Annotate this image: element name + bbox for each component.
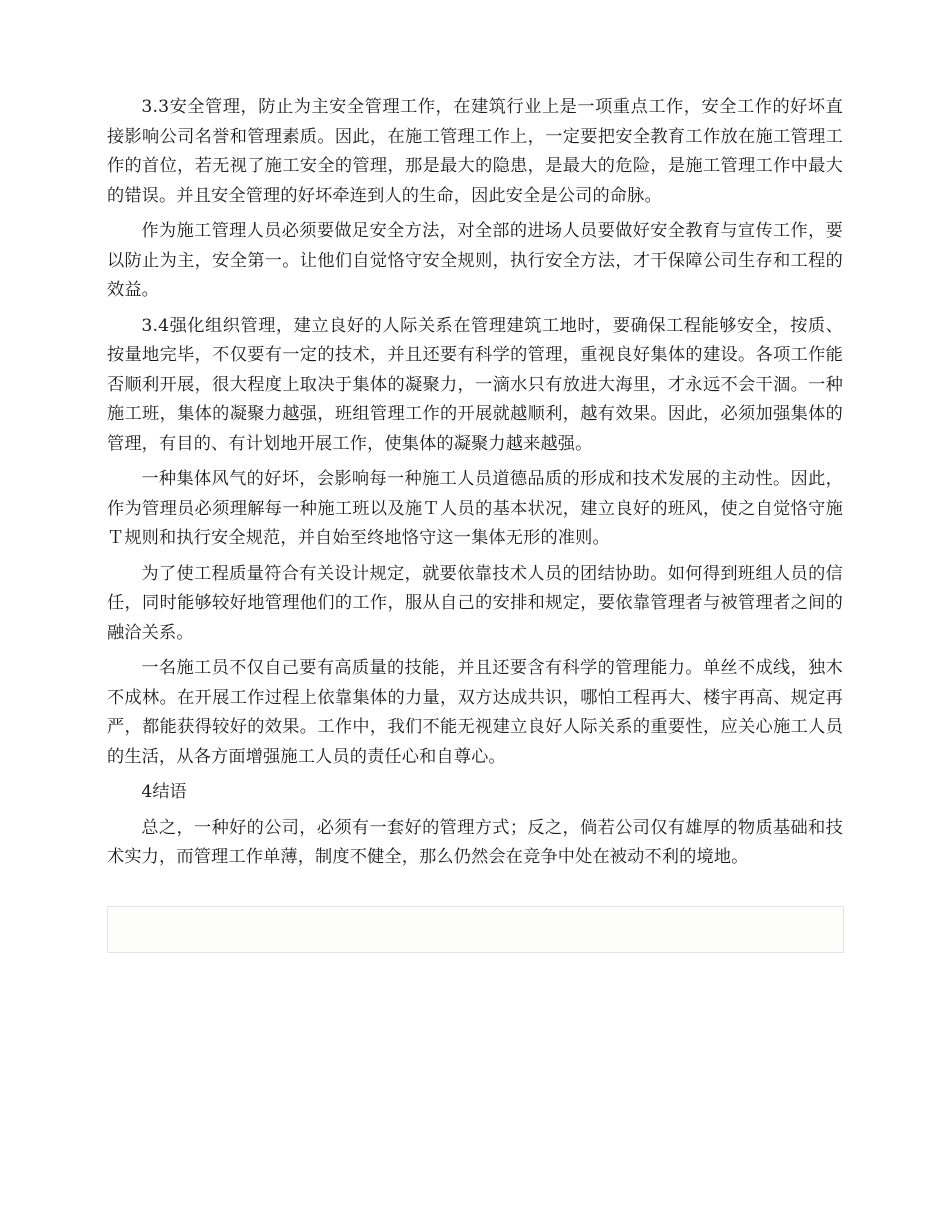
paragraph-safety-management: 3.3安全管理，防止为主安全管理工作，在建筑行业上是一项重点工作，安全工作的好坏直接影响公司名誉和管理素质。因此，在施工管理工作上，一定要把安全教育工作放在施工管理工作的首位，若无视了施工安全的管理，那是最大的隐患，是最大的危险，是施工管理工作中最大的错误。并且安全管理的好坏牵连到人的生命，因此安全是公司的命脉。 bbox=[107, 97, 843, 206]
empty-content-box bbox=[107, 906, 844, 953]
document-body bbox=[107, 93, 843, 879]
paragraph-collective-atmosphere: 一种集体风气的好坏，会影响每一种施工人员道德品质的形成和技术发展的主动性。因此，作为管理员必须理解每一种施工班以及施Ｔ人员的基本状况，建立良好的班风，使之自觉恪守施Ｔ规则和执行安全规范，并自始至终地恪守这一集体无形的准则。 bbox=[107, 469, 843, 548]
paragraph-team-cooperation: 为了使工程质量符合有关设计规定，就要依靠技术人员的团结协助。如何得到班组人员的信任，同时能够较好地管理他们的工作，服从自己的安排和规定，要依靠管理者与被管理者之间的融洽关系。 bbox=[107, 563, 843, 643]
paragraph-safety-measures: 作为施工管理人员必须要做足安全方法，对全部的进场人员要做好安全教育与宣传工作，要以防止为主，安全第一。让他们自觉恪守安全规则，执行安全方法，才干保障公司生存和工程的效益。 bbox=[107, 221, 843, 300]
paragraph-organization-management: 3.4强化组织管理，建立良好的人际关系在管理建筑工地时，要确保工程能够安全，按质、按量地完毕，不仅要有一定的技术，并且还要有科学的管理，重视良好集体的建设。各项工作能否顺利开展，很大程度上取决于集体的凝聚力，一滴水只有放进大海里，才永远不会干涸。一种施工班，集体的凝聚力越强，班组管理工作的开展就越顺利，越有效果。因此，必须加强集体的管理，有目的、有计划地开展工作，使集体的凝聚力越来越强。 bbox=[107, 315, 843, 454]
paragraph-conclusion: 总之，一种好的公司，必须有一套好的管理方式；反之，倘若公司仅有雄厚的物质基础和技术实力，而管理工作单薄，制度不健全，那么仍然会在竞争中处在被动不利的境地。 bbox=[107, 817, 843, 867]
section-heading-conclusion: 4结语 bbox=[141, 782, 187, 802]
paragraph-construction-worker: 一名施工员不仅自己要有高质量的技能，并且还要含有科学的管理能力。单丝不成线，独木不成林。在开展工作过程上依靠集体的力量，双方达成共识，哪怕工程再大、楼宇再高、规定再严，都能获得较好的效果。工作中，我们不能无视建立良好人际关系的重要性，应关心施工人员的生活，从各方面增强施工人员的责任心和自尊心。 bbox=[107, 658, 843, 767]
